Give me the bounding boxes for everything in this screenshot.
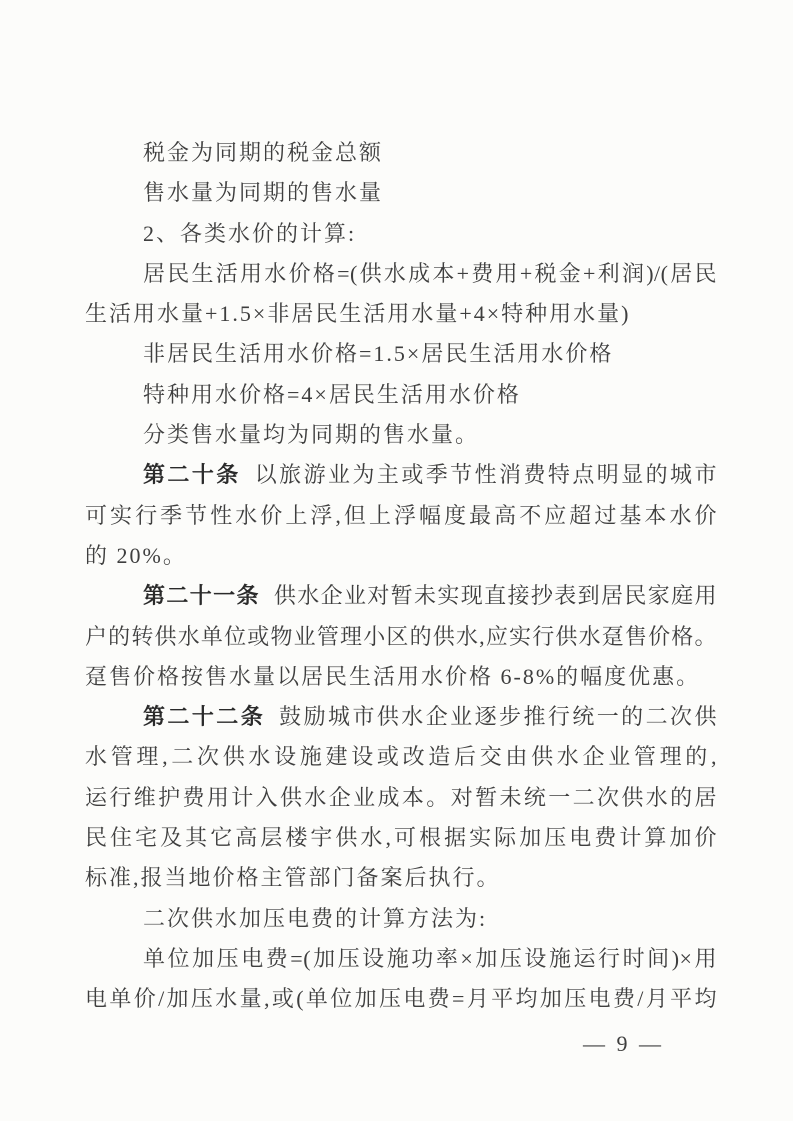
article-22-line-3: 运行维护费用计入供水企业成本。对暂未统一二次供水的居 (85, 784, 717, 810)
document-body (85, 133, 717, 1020)
article-22-number: 第二十二条 (143, 704, 266, 730)
tax-note-line: 税金为同期的税金总额 (143, 140, 384, 165)
residential-price-formula-line-2: 生活用水量+1.5×非居民生活用水量+4×特种用水量) (85, 301, 631, 327)
pressurization-fee-intro: 二次供水加压电费的计算方法为: (143, 905, 488, 931)
article-21-text: 供水企业对暂未实现直接抄表到居民家庭用 (273, 583, 717, 609)
article-21-line-1 (85, 576, 717, 616)
article-20-number: 第二十条 (143, 462, 241, 488)
classified-sales-note: 分类售水量均为同期的售水量。 (143, 422, 480, 448)
article-21-number: 第二十一条 (143, 583, 260, 609)
unit-fee-formula-line-2: 电单价/加压水量,或(单位加压电费=月平均加压电费/月平均 (85, 986, 717, 1012)
article-20-line-3: 的 20%。 (85, 542, 187, 568)
article-22-line-4: 民住宅及其它高层楼宇供水,可根据实际加压电费计算加价 (85, 825, 717, 851)
article-20-line-2: 可实行季节性水价上浮,但上浮幅度最高不应超过基本水价 (85, 502, 717, 528)
sales-volume-note-line: 售水量为同期的售水量 (143, 180, 384, 206)
unit-fee-formula-line-1: 单位加压电费=(加压设施功率×加压设施运行时间)×用 (143, 945, 717, 971)
page-number: — 9 — (583, 1031, 664, 1056)
special-use-price-formula: 特种用水价格=4×居民生活用水价格 (143, 381, 521, 407)
article-21-line-3: 趸售价格按售水量以居民生活用水价格 6-8%的幅度优惠。 (85, 663, 701, 689)
article-22-line-5: 标准,报当地价格主管部门备案后执行。 (85, 865, 501, 891)
section-2-heading: 2、各类水价的计算: (143, 220, 357, 246)
residential-price-formula-line-1: 居民生活用水价格=(供水成本+费用+税金+利润)/(居民 (143, 260, 717, 286)
article-22-line-2: 水管理,二次供水设施建设或改造后交由供水企业管理的, (85, 744, 717, 770)
article-22-text: 鼓励城市供水企业逐步推行统一的二次供 (279, 704, 717, 730)
non-residential-price-formula: 非居民生活用水价格=1.5×居民生活用水价格 (143, 341, 614, 367)
article-20-text: 以旅游业为主或季节性消费特点明显的城市 (254, 462, 717, 488)
article-21-line-2: 户的转供水单位或物业管理小区的供水,应实行供水趸售价格。 (85, 623, 717, 649)
article-22-line-1 (85, 697, 717, 737)
article-20-line-1 (85, 455, 717, 495)
